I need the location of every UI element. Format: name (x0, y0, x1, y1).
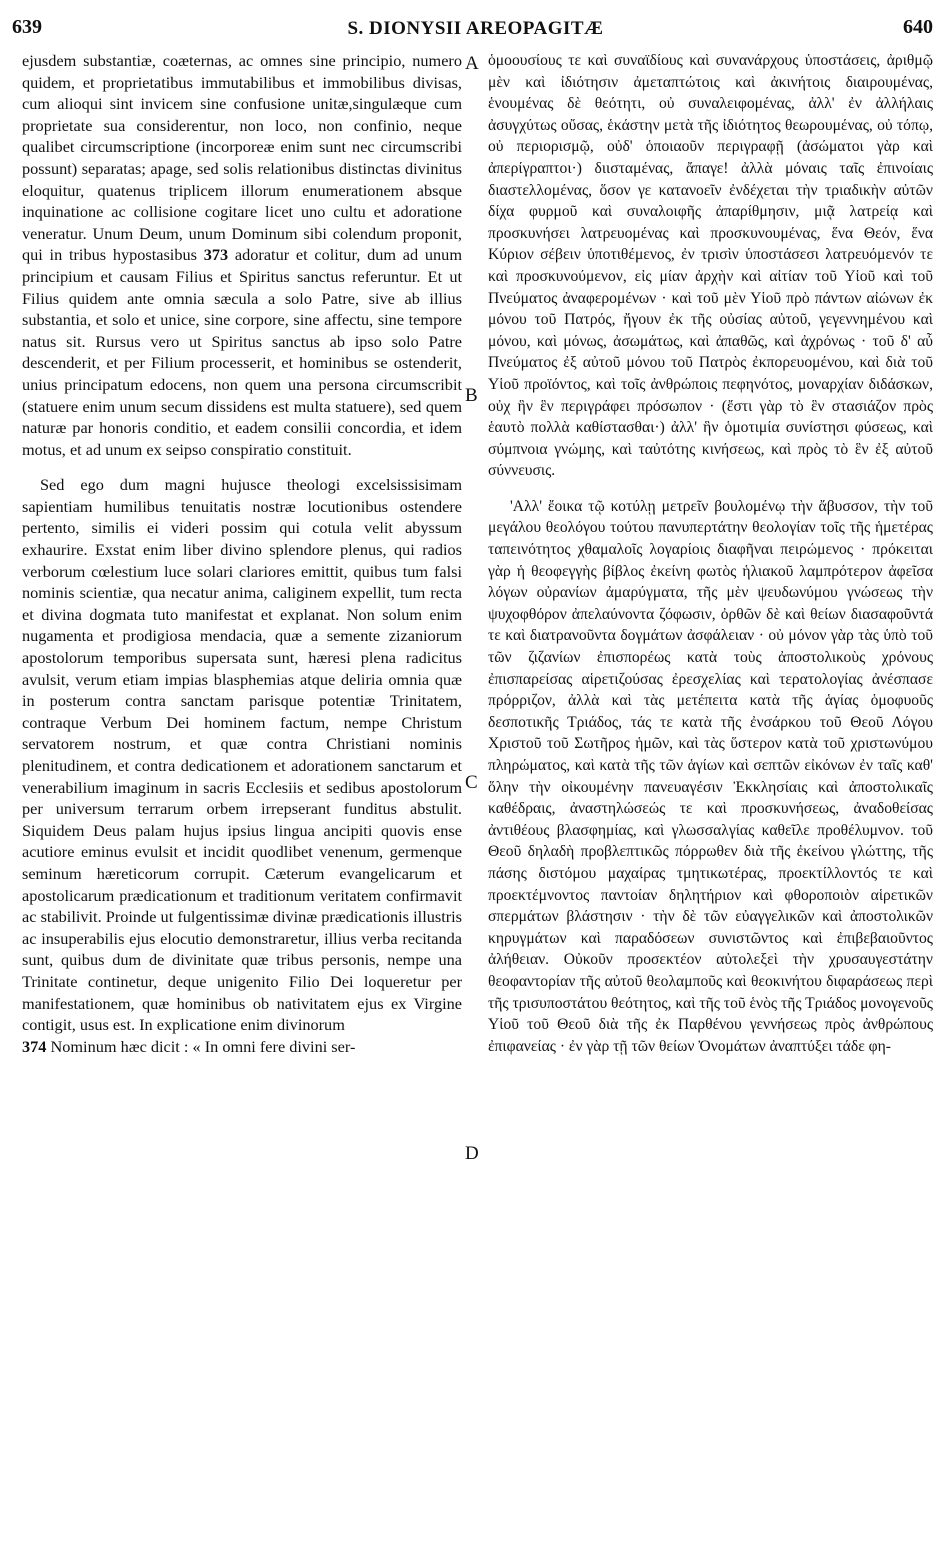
latin-text-2a: Sed ego dum magni hujusce theologi excelsissisimam sapientiam humilibus tenuitatis nostræ locutionibus ostendere pertento, similis ei videri possim qui cotula velit abyssum exhaurire. Exstat enim liber divino splendore plenus, qui radios verborum cœlestium luce solari clariores emittit, quibus tum falsi nominis scientiæ, qua necatur anima, caliginem expellit, tum recta et divina dogmata tuto manifestat et explanat. Non solum enim nugamenta et prodigiosa mendacia, quæ a semente zizaniorum apostolorum temporibus supersata sunt, hæresi plena radicitus avulsit, verum etiam impias blasphemias atque deliria omnia quæ in posterum contra sanctam parisque potentiæ Trinitatem, contraque Verbum Dei hominem factum, nempe Christum servatorem nostrum, et quæ contra Christiani nominis plenitudinem, et contra dedicationem et adorationem sanctarum et venerabilium imaginum in sacris Ecclesiis et sedibus apostolorum per universum terrarum orbem irrepserant funditus abstulit. Siquidem Deus palam hujus ipsius lingua ancipiti quovis ense acutiore eminus evulsit et incidit quodlibet venenum, germenque seminum hæreticorum corrupit. Cæterum evangelicarum et apostolicarum prædicationum et traditionum veritatem confirmavit ac stabilivit. Proinde ut fulgentissimæ divinæ prædicationis illustris ac insuperabilis ejus elocutio demonstraretur, illius verba recitanda sunt, quibus dum de divinitate quæ tribus personis, nempe una Trinitate continetur, deque unigenito Filio Dei loqueretur per manifestationem, quæ hominibus ob nativitatem ejus ex Virgine contigit, usus est. In explicatione enim divinorum (22, 475, 462, 1035)
latin-text-2b: Nominum hæc dicit : « In omni fere divini ser- (46, 1036, 356, 1056)
greek-column (488, 50, 933, 1057)
running-title: S. DIONYSII AREOPAGITÆ (347, 18, 604, 39)
latin-paragraph-2 (22, 474, 462, 1057)
section-marker-c: C (465, 772, 478, 793)
running-header (0, 16, 951, 46)
marginal-number-374: 374 (22, 1036, 47, 1056)
page-number-left: 639 (12, 16, 42, 38)
latin-text-1a: ejusdem substantiæ, coæternas, ac omnes sine principio, numero quidem, et proprietatibus immutabilibus et immobilibus divisas, cum alioqui sint invicem sine confusione unitæ,singulæque cum proprietate sua considerentur, non loco, non confinio, neque qualibet circumscriptione (incorporeæ enim sunt nec circumscribi possunt) separatas; apage, sed solis relationibus distinctas divinitus eloquitur, quatenus triplicem illorum enumerationem absque inquinatione ac collisione cogitare licet uno cultu et adoratione veneratur. Unum Deum, unum Dominum sibi colendum proponit, qui in tribus hypostasibus (22, 51, 462, 265)
greek-paragraph-1: ὁμοουσίους τε καὶ συναϊδίους καὶ συνανάρχους ὑποστάσεις, ἀριθμῷ μὲν καὶ ἰδιότησιν ἀμεταπτώτοις καὶ ἀκινήτοις διαιρουμένας, ἑνουμένας δὲ θεότητι, οὐ συναλειφομένας, ἀλλ' ἐν ἀλλήλαις ἀσυγχύτως οὔσας, ἑκάστην μετὰ τῆς ἰδιότητος θεωρουμένας, οὐ τόπῳ, οὐ περιορισμῷ, οὐδ' ὁποιαοῦν περιγραφῇ (ἀσώματοι γὰρ καὶ ἀπερίγραπτοι·) διισταμένας, ἄπαγε! ἀλλὰ μόναις ταῖς ἐπινοίαις διαστελλομένας, ὅσον γε κατανοεῖν ἐνδέχεται τὴν τριαδικὴν αὐτῶν δίχα φυρμοῦ καὶ συναλοιφῆς ἀπαρίθμησιν, μιᾷ λατρείᾳ καὶ προσκυνήσει λατρευομένας καὶ προσκυνουμένας, ἕνα Θεόν, ἕνα Κύριον σέβειν ὑποτιθέμενος, ἐν τρισὶν ὑποστάσεσι λατρευόμενόν τε καὶ προσκυνούμενον, εἰς μίαν ἀρχὴν καὶ αἰτίαν τοῦ Υἱοῦ καὶ τοῦ Πνεύματος ἀναφερομένων · καὶ τοῦ μὲν Υἱοῦ πρὸ πάντων αἰώνων ἐκ μόνου τοῦ Πατρός, ἤγουν ἐκ τῆς οὐσίας αὐτοῦ, γεγεννημένου καὶ μόνου, καὶ μόνως, ἀσωμάτως, καὶ ἀπαθῶς, καὶ ἀχρόνως · τοῦ δ' αὖ Πνεύματος ἐξ αὐτοῦ μόνου τοῦ Πατρὸς ἐκπορευομένου, καὶ διὰ τοῦ Υἱοῦ προϊόντος, καὶ τοῖς ἀνθρώποις πεφηνότος, μοναρχίαν διδάσκων, οὐχ ἣν ἓν περιγράφει πρόσωπον · (ἔστι γὰρ τὸ ἓν στασιάζον πρὸς ἑαυτὸ πολλὰ καθίστασθαι·) ἀλλ' ἣν ὁμοτιμία συνίστησι φύσεως, καὶ σύμπνοια γνώμης, καὶ ταὐτότης κινήσεως, καὶ πρὸς τὸ ἓν ἐξ αὐτοῦ σύννευσις. (488, 52, 933, 480)
section-marker-d: D (465, 1143, 479, 1164)
latin-paragraph-1 (22, 50, 462, 460)
section-marker-b: B (465, 385, 478, 406)
greek-paragraph-2: 'Αλλ' ἔοικα τῷ κοτύλῃ μετρεῖν βουλομένῳ τὴν ἄβυσσον, τὴν τοῦ μεγάλου θεολόγου τούτου πανυπερτάτην θεολογίαν τοῖς τῆς ἡμετέρας ταπεινότητος χθαμαλοῖς λογαρίοις διαφῆναι πειρώμενος · πρόκειται γὰρ ἡ θεοφεγγὴς βίβλος ἐκείνη φωτὸς ἡλιακοῦ λαμπρότερον ἀφεῖσα λόγων οὐρανίων ἀμαρύγματα, τῆς μὲν ψευδωνύμου γνώσεως τὴν ψυχοφθόρον ἀπελαύνοντα ζόφωσιν, ὀρθῶν δὲ καὶ θείων διασαφοῦντά τε καὶ διατρανοῦντα δογμάτων ἀσφάλειαν · οὐ μόνον γὰρ τὰς ὑπὸ τοῦ τῶν ζιζανίων ἐπισπορέως κατὰ τοὺς ἀποστολικοὺς χρόνους ἐπισπαρείσας αἱρετιζούσας ἐρεσχελίας καὶ τερατολογίας ἀνέσπασε πρόρριζον, ἀλλὰ καὶ τὰς μετέπειτα κατὰ τῆς ἁγίας ὁμοφυοῦς δεσποτικῆς Τριάδος, τάς τε κατὰ τῆς ἐνσάρκου τοῦ Θεοῦ Λόγου Χριστοῦ τοῦ Σωτῆρος ἡμῶν, καὶ τὰς ὕστερον κατὰ τοῦ χριστωνύμου πληρώματος, καὶ κατὰ τῆς τῶν ἁγίων καὶ σεπτῶν εἰκόνων ἐν ταῖς καθ' ὅλην τὴν οἰκουμένην πανευαγέσιν Ἐκκλησίαις καὶ ἀποστολικαῖς καθέδραις, ἀναστηλώσεώς τε καὶ προσκυνήσεως, ἀναδοθείσας ἀντιθέους βλασφημίας, καὶ γλωσσαλγίας καθεῖλε προθέλυμνον. τοῦ Θεοῦ δηλαδὴ προβλεπτικῶς πόρρωθεν διὰ τῆς ἐκείνου γλώττης, τῆς πάσης διστόμου μαχαίρας τμητικωτέρας, προεκτίλλοντός τε καὶ προεκτέμνοντος παντοίαν δηλητήριον καὶ φθοροποιὸν αἱρετικῶν σπερμάτων βλάστησιν · τὴν δὲ τῶν εὐαγγελικῶν καὶ ἀποστολικῶν κηρυγμάτων καὶ παραδόσεων συνιστῶντος καὶ ἐπιβεβαιοῦντος ἀλήθειαν. Οὐκοῦν προσεκτέον αὐτολεξεὶ τὴν χρυσαυγεστάτην θεοφαντορίαν τῆς αὐτοῦ θεολαμποῦς καὶ θεοκινήτου διφαράσεως περὶ τῆς τρισυποστάτου θεότητος, καὶ τῆς τοῦ ἑνὸς τῆς Τριάδος μονογενοῦς Υἱοῦ τοῦ Θεοῦ διὰ τῆς ἐκ Παρθένου γεννήσεως πρὸς ἀνθρώπους ἐπιφανείας · ἐν γὰρ τῇ τῶν θείων Ὀνομάτων ἀναπτύξει τάδε φη- (488, 497, 933, 1055)
section-marker-a: A (465, 53, 479, 74)
latin-text-1b: adoratur et colitur, dum ad unum principium et causam Filius et Spiritus sanctus referuntur. Et ut Filius quidem ante omnia sæcula a solo Patre, sive ab illius substantia, et solo et unice, sine corpore, sine affectu, sine tempore natus sit. Rursus vero ut Spiritus sanctus ab ipso solo Patre descenderit, et per Filium processerit, et hominibus se ostenderit, unius principatum edocens, non quem una persona circumscribit (statuere enim unum secum dissidens est multa statuere), sed quem naturæ par honoris conditio, et eadem consilii concordia, et idem motus, et ad unum ex seipso conspiratio constituit. (22, 245, 462, 459)
marginal-number-373: 373 (203, 245, 229, 265)
page-number-right: 640 (903, 16, 933, 38)
latin-column (22, 50, 462, 1057)
